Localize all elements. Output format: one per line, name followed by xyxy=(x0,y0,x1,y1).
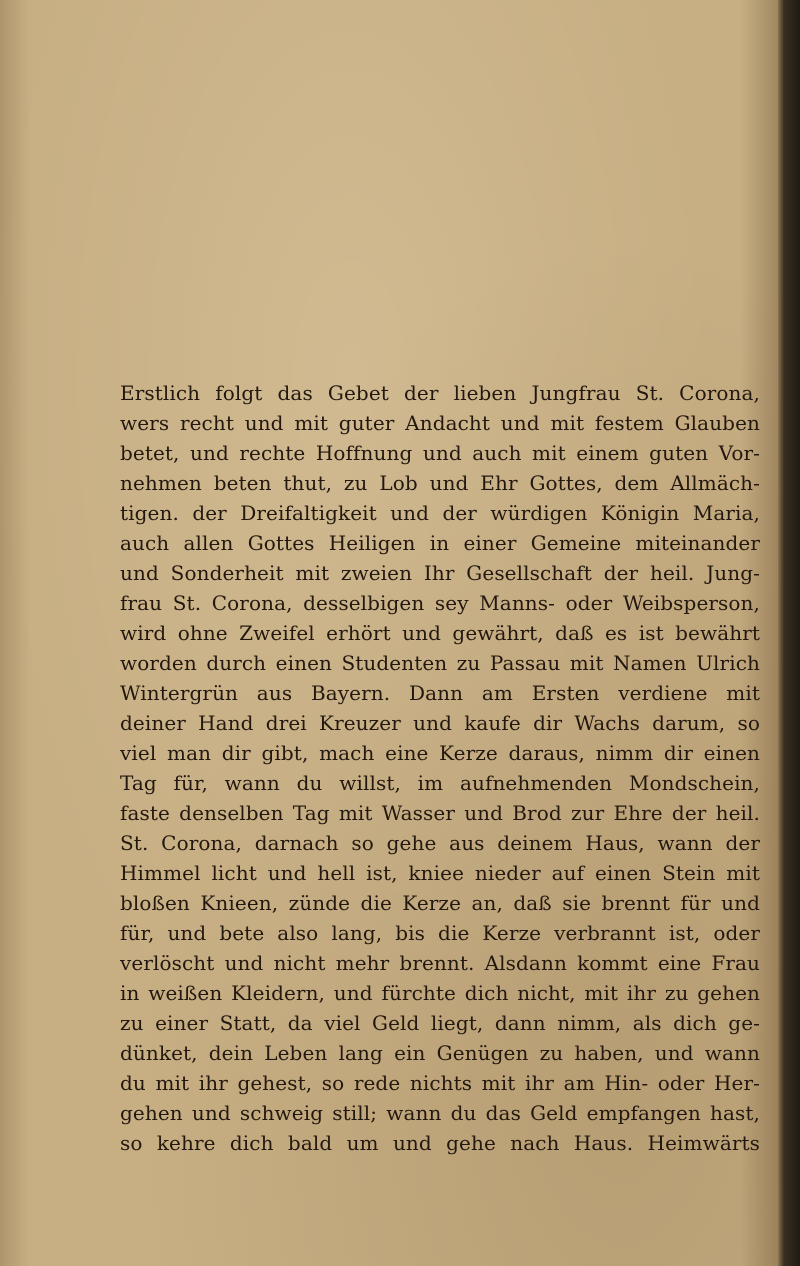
text-line: frau St. Corona, desselbigen sey Manns- oder Weibsperson, xyxy=(120,591,760,615)
text-line: auch allen Gottes Heiligen in einer Gemeine miteinander xyxy=(120,531,760,555)
text-line: tigen. der Dreifaltigkeit und der würdigen Königin Maria, xyxy=(120,501,760,525)
page-text xyxy=(120,378,760,1158)
page-edge-shadow xyxy=(778,0,800,1266)
text-line: nehmen beten thut, zu Lob und Ehr Gottes, dem Allmäch- xyxy=(120,471,760,495)
text-line: viel man dir gibt, mach eine Kerze daraus, nimm dir einen xyxy=(120,741,760,765)
text-line: dünket, dein Leben lang ein Genügen zu haben, und wann xyxy=(120,1041,760,1065)
text-line: Himmel licht und hell ist, kniee nieder auf einen Stein mit xyxy=(120,861,760,885)
text-line: worden durch einen Studenten zu Passau mit Namen Ulrich xyxy=(120,651,760,675)
text-line: Wintergrün aus Bayern. Dann am Ersten verdiene mit xyxy=(120,681,760,705)
text-line: gehen und schweig still; wann du das Geld empfangen hast, xyxy=(120,1101,760,1125)
text-line: St. Corona, darnach so gehe aus deinem Haus, wann der xyxy=(120,831,760,855)
text-line: bloßen Knieen, zünde die Kerze an, daß sie brennt für und xyxy=(120,891,760,915)
text-line: so kehre dich bald um und gehe nach Haus. Heimwärts xyxy=(120,1131,760,1155)
text-line: faste denselben Tag mit Wasser und Brod zur Ehre der heil. xyxy=(120,801,760,825)
text-line: du mit ihr gehest, so rede nichts mit ihr am Hin- oder Her- xyxy=(120,1071,760,1095)
text-line: und Sonderheit mit zweien Ihr Gesellschaft der heil. Jung- xyxy=(120,561,760,585)
text-line: für, und bete also lang, bis die Kerze verbrannt ist, oder xyxy=(120,921,760,945)
text-line: deiner Hand drei Kreuzer und kaufe dir Wachs darum, so xyxy=(120,711,760,735)
text-line: wers recht und mit guter Andacht und mit festem Glauben xyxy=(120,411,760,435)
text-line: Tag für, wann du willst, im aufnehmenden Mondschein, xyxy=(120,771,760,795)
text-line: wird ohne Zweifel erhört und gewährt, daß es ist bewährt xyxy=(120,621,760,645)
text-line: betet, und rechte Hoffnung und auch mit einem guten Vor- xyxy=(120,441,760,465)
text-line: verlöscht und nicht mehr brennt. Alsdann kommt eine Frau xyxy=(120,951,760,975)
text-line: Erstlich folgt das Gebet der lieben Jungfrau St. Corona, xyxy=(120,381,760,405)
text-line: zu einer Statt, da viel Geld liegt, dann nimm, als dich ge- xyxy=(120,1011,760,1035)
text-line: in weißen Kleidern, und fürchte dich nicht, mit ihr zu gehen xyxy=(120,981,760,1005)
